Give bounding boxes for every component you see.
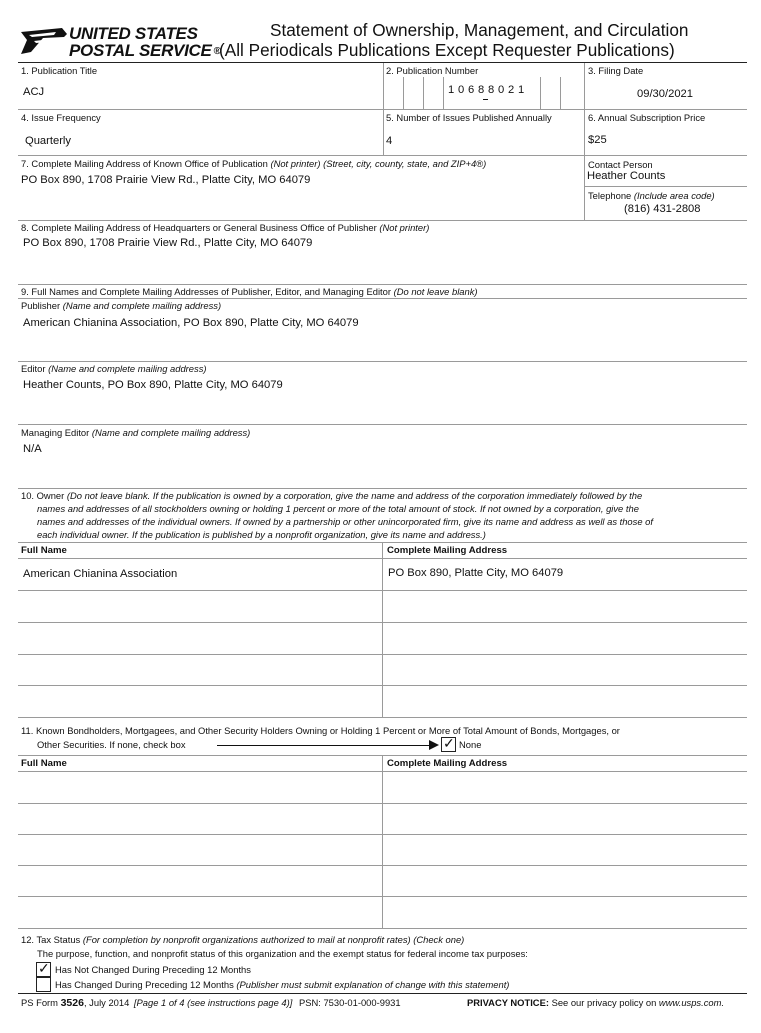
editor-label-note: (Name and complete mailing address): [48, 363, 207, 374]
telephone-label-text: Telephone: [588, 190, 632, 201]
tax-status-label: [21, 934, 464, 945]
form-prefix: PS Form: [21, 997, 61, 1008]
filing-date-label: 3. Filing Date: [588, 65, 644, 76]
contact-person-field[interactable]: Heather Counts: [587, 170, 666, 182]
editor-label: [21, 363, 207, 374]
tax-not-changed-checkbox[interactable]: [36, 962, 51, 977]
usps-wordmark-line2: [69, 41, 221, 61]
managing-editor-label-note: (Name and complete mailing address): [91, 427, 251, 438]
telephone-label: [588, 190, 715, 201]
issues-per-year-field[interactable]: 4: [386, 135, 393, 147]
form-page-info: [Page 1 of 4 (see instructions page 4)]: [133, 997, 293, 1008]
usps-wordmark-text: POSTAL SERVICE: [69, 41, 212, 60]
table-row[interactable]: [18, 623, 747, 654]
privacy-notice-text: See our privacy policy on: [551, 997, 657, 1008]
subscription-price-field[interactable]: $25: [588, 134, 607, 146]
pub-number-digit: 6: [468, 84, 475, 96]
bondholders-label-line2: Other Securities. If none, check box: [37, 739, 186, 750]
hq-address-label-note: (Not printer): [379, 222, 430, 233]
form-date: , July 2014: [83, 997, 130, 1008]
owner-instructions-line: names and addresses of the individual owners. If owned by a partnership or other unincorporated firm, give its name and address as well as those of: [37, 516, 653, 527]
owner-col-full-name: Full Name: [21, 545, 67, 556]
table-row[interactable]: [18, 897, 747, 927]
managing-editor-label-text: Managing Editor: [21, 427, 90, 438]
subscription-price-label: 6. Annual Subscription Price: [588, 112, 706, 123]
table-row[interactable]: [18, 655, 747, 685]
pub-number-digit: 2: [508, 84, 515, 96]
table-row[interactable]: [18, 866, 747, 896]
tax-changed-label-text: Has Changed During Preceding 12 Months: [55, 979, 234, 990]
issues-per-year-label: 5. Number of Issues Published Annually: [386, 112, 552, 123]
hq-address-label-text: 8. Complete Mailing Address of Headquarters or General Business Office of Publisher: [21, 222, 377, 233]
tax-changed-label: [55, 979, 509, 990]
names-section-label: [21, 286, 478, 297]
office-address-label-text: 7. Complete Mailing Address of Known Office of Publication: [21, 158, 268, 169]
form-title-line2: (All Periodicals Publications Except Requester Publications): [219, 40, 675, 60]
tax-status-label-note: (For completion by nonprofit organizations authorized to mail at nonprofit rates) (Check one): [82, 934, 465, 945]
owner-label: [21, 490, 642, 501]
publisher-label: [21, 300, 221, 311]
table-row[interactable]: [18, 591, 747, 622]
filing-date-field[interactable]: 09/30/2021: [637, 88, 693, 100]
checkmark-icon: ✓: [443, 735, 455, 751]
form-number: 3526: [60, 997, 84, 1009]
table-row[interactable]: [18, 559, 747, 590]
table-row[interactable]: [18, 835, 747, 865]
usps-wordmark-line1: UNITED STATES: [69, 24, 198, 43]
telephone-label-note: (Include area code): [633, 190, 715, 201]
hq-address-field[interactable]: PO Box 890, 1708 Prairie View Rd., Platte City, MO 64079: [23, 237, 313, 249]
owner-instructions-line: (Do not leave blank. If the publication is owned by a corporation, give the name and address of the corporation immediately followed by the: [66, 490, 643, 501]
telephone-field[interactable]: (816) 431-2808: [624, 203, 701, 215]
issue-frequency-field[interactable]: Quarterly: [25, 135, 72, 147]
editor-label-text: Editor: [21, 363, 46, 374]
tax-changed-label-note: (Publisher must submit explanation of change with this statement): [236, 979, 510, 990]
table-row[interactable]: [18, 686, 747, 716]
names-section-label-note: (Do not leave blank): [393, 286, 478, 297]
form-id: [21, 997, 401, 1009]
bondholders-col-full-name: Full Name: [21, 758, 67, 769]
office-address-field[interactable]: PO Box 890, 1708 Prairie View Rd., Platte City, MO 64079: [21, 174, 311, 186]
registered-mark: ®: [213, 46, 221, 58]
office-address-label-note: (Not printer) (Street, city, county, state, and ZIP+4®): [270, 158, 487, 169]
owner-col-address: Complete Mailing Address: [387, 545, 508, 556]
footer-rule: [18, 993, 747, 994]
owner-instructions-line: names and addresses of all stockholders owning or holding 1 percent or more of the total amount of stock. If not owned by a corporation, give the: [37, 503, 639, 514]
contact-person-label: Contact Person: [588, 159, 653, 170]
managing-editor-field[interactable]: N/A: [23, 443, 42, 455]
none-checkbox-label: None: [459, 739, 482, 750]
pub-number-digit: 8: [478, 84, 485, 96]
pub-number-digit: 0: [458, 84, 465, 96]
office-address-label: [21, 158, 486, 169]
owner-name-cell[interactable]: American Chianina Association: [23, 568, 178, 580]
owner-label-text: 10. Owner: [21, 490, 65, 501]
pub-number-digit: 1: [518, 84, 525, 96]
pub-number-digit: 8: [488, 84, 495, 96]
form-psn: PSN: 7530-01-000-9931: [298, 997, 401, 1008]
issue-frequency-label: 4. Issue Frequency: [21, 112, 101, 123]
checkmark-icon: ✓: [38, 960, 50, 976]
pub-number-digit: 1: [448, 84, 455, 96]
table-row[interactable]: [18, 772, 747, 802]
tax-not-changed-label: Has Not Changed During Preceding 12 Months: [55, 964, 251, 975]
publication-number-label: 2. Publication Number: [386, 65, 479, 76]
publisher-field[interactable]: American Chianina Association, PO Box 890, Platte City, MO 64079: [23, 317, 359, 329]
usps-eagle-logo: [18, 26, 68, 58]
none-checkbox[interactable]: [441, 737, 456, 752]
editor-field[interactable]: Heather Counts, PO Box 890, Platte City, MO 64079: [23, 379, 283, 391]
bondholders-label: 11. Known Bondholders, Mortgagees, and Other Security Holders Owning or Holding 1 Percent or More of Total Amount of Bonds, Mortgages, or: [21, 725, 620, 736]
tax-status-label-text: 12. Tax Status: [21, 934, 81, 945]
hq-address-label: [21, 222, 429, 233]
publication-title-label: 1. Publication Title: [21, 65, 98, 76]
publisher-label-note: (Name and complete mailing address): [62, 300, 222, 311]
privacy-notice-label: PRIVACY NOTICE:: [467, 997, 549, 1008]
bondholders-col-address: Complete Mailing Address: [387, 758, 508, 769]
names-section-label-text: 9. Full Names and Complete Mailing Addresses of Publisher, Editor, and Managing Editor: [21, 286, 391, 297]
publication-title-field[interactable]: ACJ: [23, 86, 45, 98]
publisher-label-text: Publisher: [21, 300, 61, 311]
tax-changed-checkbox[interactable]: [36, 977, 51, 992]
arrow-line: [217, 745, 430, 746]
owner-address-cell[interactable]: PO Box 890, Platte City, MO 64079: [388, 567, 564, 579]
managing-editor-label: [21, 427, 250, 438]
privacy-notice: [467, 997, 724, 1008]
privacy-policy-link[interactable]: www.usps.com.: [658, 997, 725, 1008]
table-row[interactable]: [18, 804, 747, 834]
arrow-right-icon: [429, 740, 439, 750]
publication-number-field[interactable]: [447, 84, 537, 102]
form-title-line1: Statement of Ownership, Management, and Circulation: [270, 20, 689, 40]
pub-number-digit: 0: [498, 84, 505, 96]
pub-number-dash: [483, 99, 488, 100]
owner-instructions-line: each individual owner. If the publication is published by a nonprofit organization, give its name and address.): [37, 529, 486, 540]
tax-status-purpose: The purpose, function, and nonprofit status of this organization and the exempt status for federal income tax purposes:: [37, 948, 528, 959]
